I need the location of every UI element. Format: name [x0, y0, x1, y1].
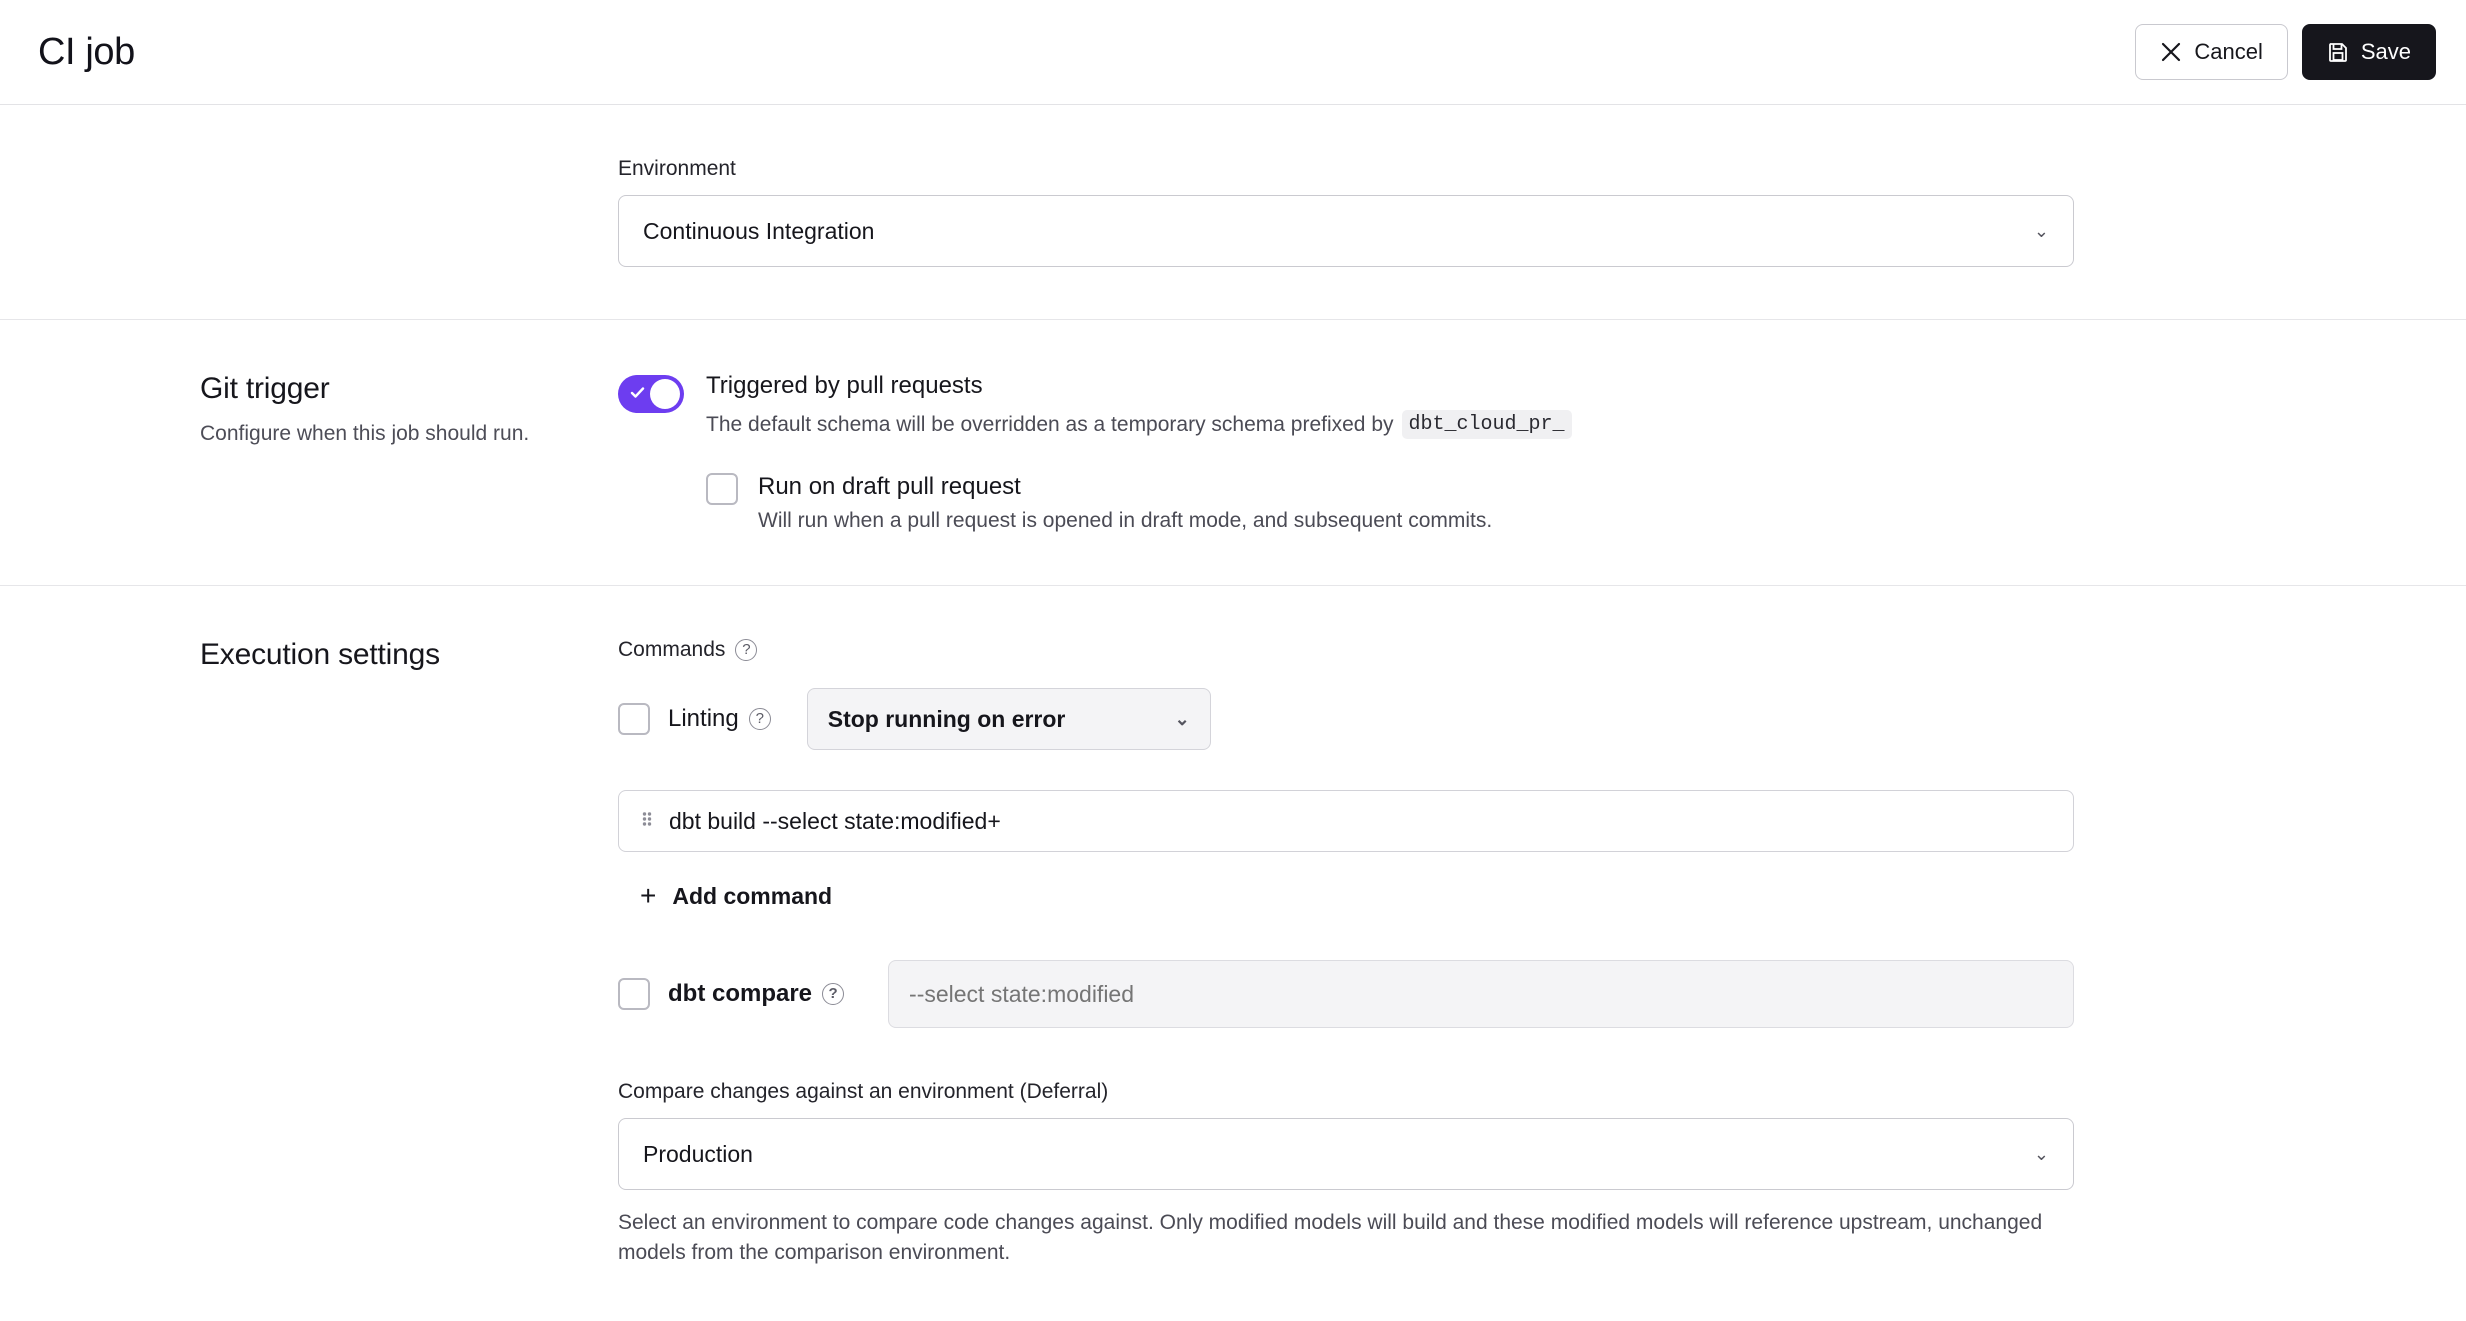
dbt-compare-checkbox[interactable]: [618, 978, 650, 1010]
git-trigger-section-right: [618, 320, 2234, 585]
commands-label-row: [618, 638, 2074, 662]
save-button[interactable]: [2302, 24, 2436, 80]
plus-icon: +: [640, 880, 657, 911]
chevron-down-icon: ⌄: [1174, 709, 1190, 729]
deferral-help-text: Select an environment to compare code changes against. Only modified models will build and these modified models will reference upstream, unchanged models from the comparison environment.: [618, 1211, 2043, 1265]
cancel-button[interactable]: [2135, 24, 2287, 80]
schema-prefix-code: dbt_cloud_pr_: [1402, 410, 1572, 439]
add-command-button[interactable]: [640, 882, 832, 910]
environment-section-left: [0, 105, 618, 319]
environment-section: [0, 105, 2466, 320]
save-button-label: Save: [2360, 39, 2411, 64]
run-on-draft-pull-request-label: Run on draft pull request: [758, 473, 1021, 500]
schema-override-text: The default schema will be overridden as a temporary schema prefixed by: [706, 412, 1394, 436]
git-trigger-section: [0, 320, 2466, 586]
dbt-compare-label: dbt compare: [668, 980, 813, 1007]
close-icon: [2160, 41, 2182, 63]
command-row[interactable]: [618, 790, 2074, 852]
draft-pull-request-row: [706, 473, 2074, 533]
environment-select-value: Continuous Integration: [643, 217, 875, 244]
linting-label: Linting: [668, 705, 739, 732]
pull-request-trigger-row: [618, 372, 2074, 439]
help-icon[interactable]: ?: [822, 983, 844, 1005]
top-bar: [0, 0, 2466, 105]
help-icon[interactable]: ?: [735, 639, 757, 661]
check-icon: [629, 384, 646, 404]
toggle-knob: [650, 379, 680, 409]
run-on-draft-pull-request-checkbox[interactable]: [706, 473, 738, 505]
linting-row: [618, 688, 2074, 750]
linting-error-behavior-select[interactable]: [807, 688, 1211, 750]
page-title: CI job: [38, 30, 135, 73]
deferral-environment-select[interactable]: [618, 1118, 2074, 1190]
draft-pull-request-texts: [758, 473, 1492, 533]
linting-checkbox[interactable]: [618, 703, 650, 735]
dbt-compare-input[interactable]: [888, 960, 2074, 1028]
drag-handle-icon[interactable]: [641, 808, 653, 834]
add-command-label: Add command: [672, 882, 833, 909]
chevron-down-icon: ⌄: [2033, 1144, 2049, 1164]
commands-label: Commands: [618, 638, 726, 661]
environment-section-right: [618, 105, 2234, 319]
deferral-environment-value: Production: [643, 1140, 753, 1167]
settings-content: [0, 105, 2466, 1321]
triggered-by-pull-requests-toggle[interactable]: [618, 375, 684, 413]
execution-settings-title: Execution settings: [200, 638, 440, 671]
environment-label: Environment: [618, 157, 736, 180]
linting-error-behavior-value: Stop running on error: [827, 705, 1066, 732]
help-icon[interactable]: ?: [749, 708, 771, 730]
run-on-draft-pull-request-description: Will run when a pull request is opened in draft mode, and subsequent commits.: [758, 509, 1493, 532]
execution-settings-section-right: [618, 586, 2234, 1321]
deferral-block: [618, 1080, 2074, 1269]
pull-request-trigger-texts: [706, 372, 1572, 439]
dbt-compare-label-group: [668, 980, 844, 1008]
deferral-label: Compare changes against an environment (Deferral): [618, 1080, 1109, 1103]
command-input[interactable]: dbt build --select state:modified+: [669, 807, 1001, 834]
triggered-by-pull-requests-description: [706, 410, 1572, 439]
dbt-compare-row: [618, 960, 2074, 1028]
environment-select[interactable]: [618, 195, 2074, 267]
git-trigger-title: Git trigger: [200, 372, 330, 405]
linting-label-group: [668, 705, 771, 733]
execution-settings-section-left: [0, 586, 618, 1321]
save-disk-icon: [2327, 41, 2349, 63]
cancel-button-label: Cancel: [2194, 39, 2263, 64]
git-trigger-description: Configure when this job should run.: [200, 422, 530, 445]
git-trigger-section-left: [0, 320, 618, 585]
execution-settings-section: [0, 586, 2466, 1321]
top-bar-actions: [2135, 24, 2436, 80]
chevron-down-icon: ⌄: [2033, 221, 2049, 241]
triggered-by-pull-requests-label: Triggered by pull requests: [706, 372, 983, 399]
